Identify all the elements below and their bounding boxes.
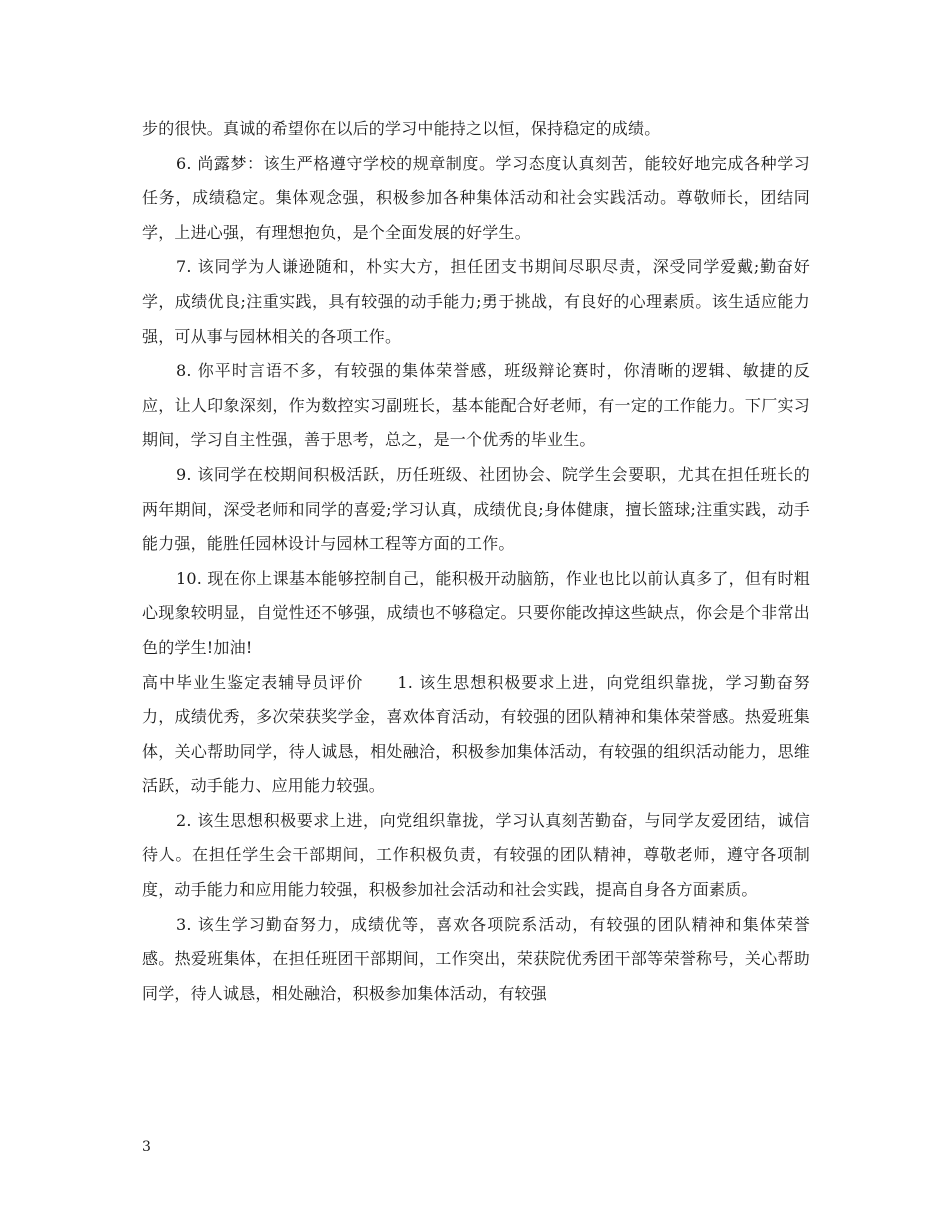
paragraph-item-7: 7. 该同学为人谦逊随和，朴实大方，担任团支书期间尽职尽责，深受同学爱戴;勤奋好学，成绩优良;注重实践，具有较强的动手能力;勇于挑战，有良好的心理素质。该生适应能力强，可从事与园林相关的各项工作。 xyxy=(142,257,810,346)
paragraph-continuation: 步的很快。真诚的希望你在以后的学习中能持之以恒，保持稳定的成绩。 xyxy=(142,119,661,138)
paragraph-item-9: 9. 该同学在校期间积极活跃，历任班级、社团协会、院学生会要职，尤其在担任班长的两年期间，深受老师和同学的喜爱;学习认真，成绩优良;身体健康，擅长篮球;注重实践，动手能力强，能胜任园林设计与园林工程等方面的工作。 xyxy=(142,464,810,554)
section-heading-paragraph: 高中毕业生鉴定表辅导员评价 1. 该生思想积极要求上进，向党组织靠拢，学习勤奋努力，成绩优秀，多次荣获奖学金，喜欢体育活动，有较强的团队精神和集体荣誉感。热爱班集体，关心帮助同学，待人诚恳，相处融洽，积极参加集体活动，有较强的组织活动能力，思维活跃，动手能力、应用能力较强。 xyxy=(142,672,810,796)
paragraph-eval-3: 3. 该生学习勤奋努力，成绩优等，喜欢各项院系活动，有较强的团队精神和集体荣誉感。热爱班集体，在担任班团干部期间，工作突出，荣获院优秀团干部等荣誉称号，关心帮助同学，待人诚恳，相处融洽，积极参加集体活动，有较强 xyxy=(142,914,810,1003)
page-number: 3 xyxy=(142,1139,151,1155)
paragraph-eval-2: 2. 该生思想积极要求上进，向党组织靠拢，学习认真刻苦勤奋，与同学友爱团结，诚信待人。在担任学生会干部期间，工作积极负责，有较强的团队精神，尊敬老师，遵守各项制度，动手能力和应用能力较强，积极参加社会活动和社会实践，提高自身各方面素质。 xyxy=(142,810,810,900)
document-body xyxy=(142,112,810,1011)
paragraph-item-10: 10. 现在你上课基本能够控制自己，能积极开动脑筋，作业也比以前认真多了，但有时粗心现象较明显，自觉性还不够强，成绩也不够稳定。只要你能改掉这些缺点，你会是个非常出色的学生!加油! xyxy=(142,568,810,657)
paragraph-item-6: 6. 尚露梦：该生严格遵守学校的规章制度。学习态度认真刻苦，能较好地完成各种学习任务，成绩稳定。集体观念强，积极参加各种集体活动和社会实践活动。尊敬师长，团结同学，上进心强，有理想抱负，是个全面发展的好学生。 xyxy=(142,153,810,242)
paragraph-item-8: 8. 你平时言语不多，有较强的集体荣誉感，班级辩论赛时，你清晰的逻辑、敏捷的反应，让人印象深刻，作为数控实习副班长，基本能配合好老师，有一定的工作能力。下厂实习期间，学习自主性强，善于思考，总之，是一个优秀的毕业生。 xyxy=(142,361,810,450)
